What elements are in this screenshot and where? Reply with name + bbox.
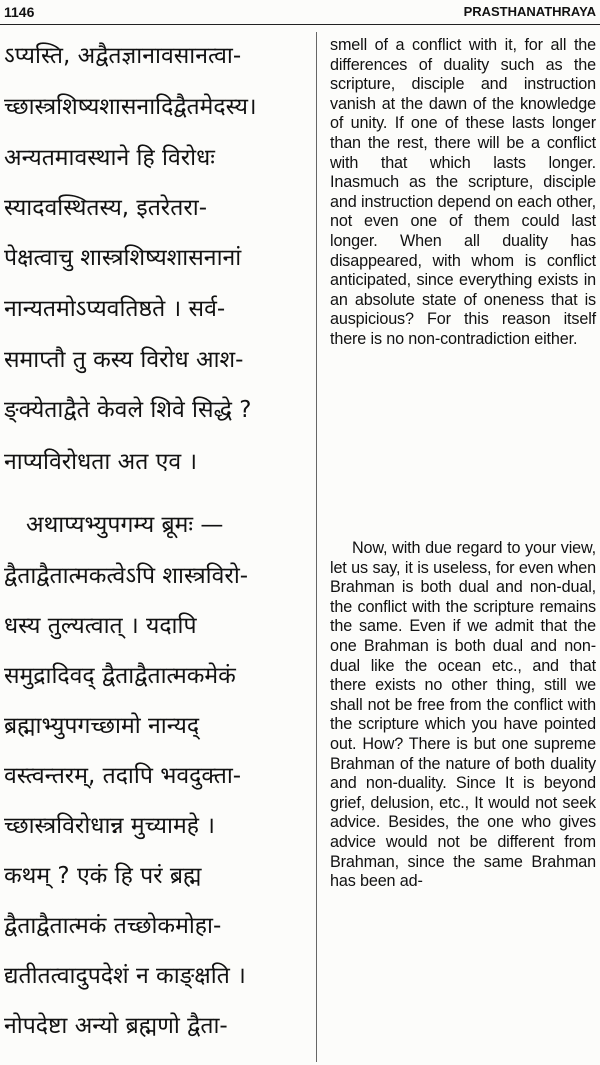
page-header [0, 0, 600, 25]
sanskrit-line: ऽप्यस्ति, अद्वैतज्ञानावसानत्वा- [4, 43, 242, 69]
sanskrit-line: अथाप्यभ्युपगम्य ब्रूमः — [26, 512, 224, 538]
sanskrit-line: ङ्क्येताद्वैते केवले शिवे सिद्धे ? [4, 397, 252, 423]
sanskrit-line: नान्यतमोऽप्यवतिष्ठते । सर्व- [4, 296, 226, 322]
column-divider [316, 32, 317, 1062]
sanskrit-line: धस्य तुल्यत्वात् । यदापि [4, 613, 197, 639]
sanskrit-line: पेक्षत्वाचु शास्त्रशिष्यशासनानां [4, 245, 242, 271]
sanskrit-line: कथम् ? एकं हि परं ब्रह्म [4, 863, 202, 889]
sanskrit-line: नाप्यविरोधता अत एव । [4, 449, 198, 475]
sanskrit-line: ब्रह्माभ्युपगच्छामो नान्यद् [4, 713, 200, 739]
translation-paragraph: smell of a conflict with it, for all the differences of duality such as the scripture, disciple and instruction vanish at the dawn of the knowledge of unity. If one of these lasts longer than the rest, there will be a conflict with that which lasts longer. Inasmuch as the scripture, disciple and instruction depend on each other, not even one of them could last longer. When all duality has disappeared, with whom is conflict anticipated, since everything exists in an absolute state of oneness that is auspicious? For this reason itself there is no non-contradiction either. [330, 36, 596, 348]
sanskrit-line: अन्यतमावस्थाने हि विरोधः [4, 145, 215, 171]
sanskrit-line: द्वैताद्वैतात्मकत्वेऽपि शास्त्रविरो- [4, 563, 249, 589]
sanskrit-line: समाप्तौ तु कस्य विरोध आश- [4, 347, 244, 373]
running-title: PRASTHANATHRAYA [463, 4, 596, 19]
translation-paragraph: Now, with due regard to your view, let us say, it is useless, for even when Brahman is both dual and non-dual, the conflict with the scripture remains the same. Even if we admit that the one Brahman is both dual and non-dual like the ocean etc., and that there exists no other thing, still we shall not be free from the conflict with the scripture which you have pointed out. How? There is but one supreme Brahman of the nature of both duality and non-duality. Since It is beyond grief, delusion, etc., It would not seek advice. Besides, the one who gives advice would not be different from Brahman, since the same Brahman has been ad- [330, 539, 596, 891]
page-number: 1146 [4, 4, 35, 20]
sanskrit-line: समुद्रादिवद् द्वैताद्वैतात्मकमेकं [4, 663, 236, 689]
sanskrit-line: च्छास्त्रशिष्यशासनादिद्वैतमेदस्य। [4, 94, 257, 120]
sanskrit-line: द्वैताद्वैतात्मकं तच्छोकमोहा- [4, 913, 222, 939]
sanskrit-line: च्छास्त्रविरोधान्न मुच्यामहे । [4, 813, 215, 839]
sanskrit-line: वस्त्वन्तरम्, तदापि भवदुक्ता- [4, 763, 242, 789]
sanskrit-line: स्यादवस्थितस्य, इतरेतरा- [4, 195, 207, 221]
sanskrit-line: नोपदेष्टा अन्यो ब्रह्मणो द्वैता- [4, 1013, 228, 1039]
sanskrit-line: द्यतीतत्वादुपदेशं न काङ्क्षति । [4, 963, 246, 989]
